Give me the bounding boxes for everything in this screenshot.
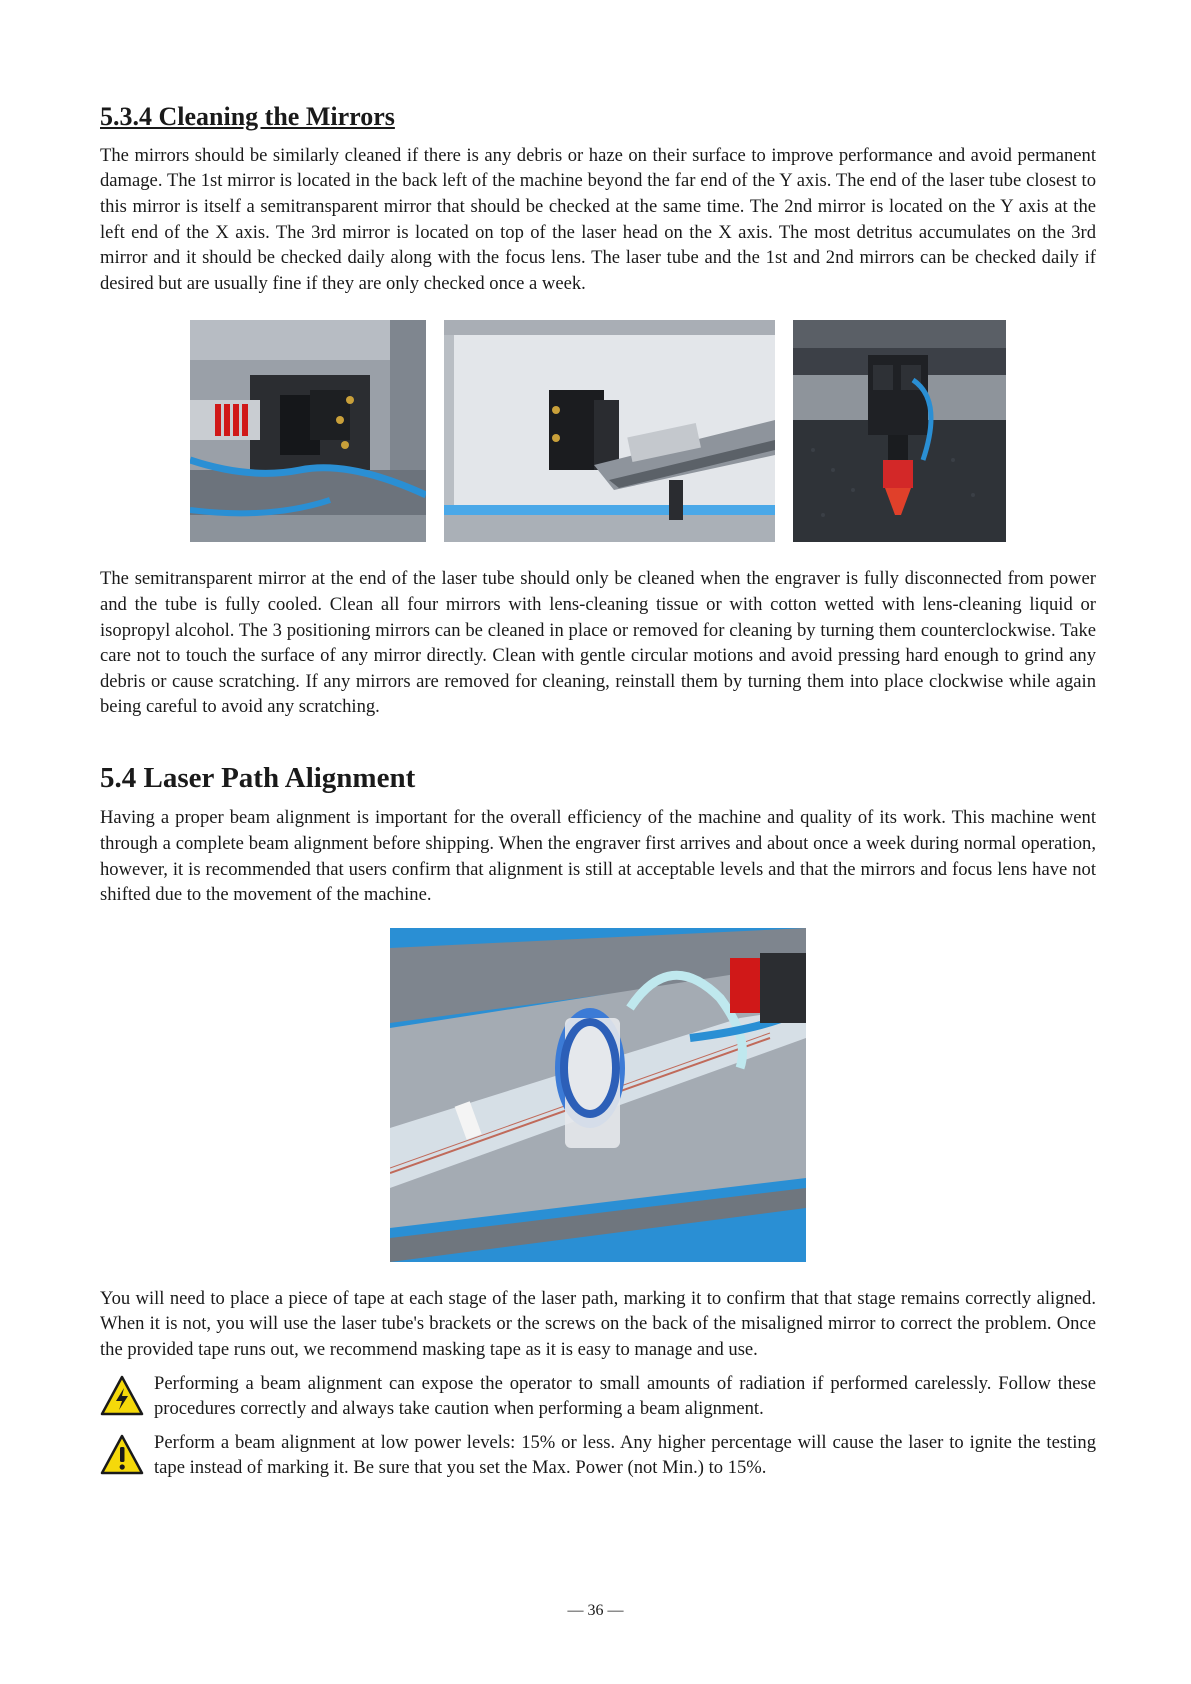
section-heading-cleaning-mirrors: 5.3.4 Cleaning the Mirrors [100,102,395,131]
section-heading-laser-path-alignment: 5.4 Laser Path Alignment [100,762,416,795]
electric-hazard-warning-icon [100,1374,144,1418]
page-number: — 36 — [567,1602,624,1619]
photo-laser-tube-bracket [390,928,806,1262]
photo-third-mirror-laser-head [793,320,1006,542]
paragraph-tape-instructions: You will need to place a piece of tape at each stage of the laser path, marking it to confirm that that stage remains correctly aligned. When it is not, you will use the laser tube's brackets or the screws on the back of the misaligned mirror to correct the problem. Once the provided tape runs out, we recommend masking tape as it is easy to manage and use. [100,1287,1096,1360]
caution-warning-icon [100,1433,144,1477]
paragraph-cleaning-procedure: The semitransparent mirror at the end of the laser tube should only be cleaned when the engraver is fully disconnected from power and the tube is fully cooled. Clean all four mirrors with lens-cleaning tissue or with cotton wetted with lens-cleaning liquid or isopropyl alcohol. The 3 positioning mirrors can be cleaned in place or removed for cleaning by turning them counterclockwise. Take care not to touch the surface of any mirror directly. Clean with gentle circular motions and avoid pressing hard enough to grind any debris or cause scratching. If any mirrors are removed for cleaning, reinstall them by turning them into place clockwise while again being careful to avoid any scratching. [100,568,1096,718]
mirror-photo-row [100,320,1096,542]
photo-second-mirror [444,320,775,542]
warning-radiation [100,1371,1096,1422]
paragraph-alignment-importance: Having a proper beam alignment is important for the overall efficiency of the machine and quality of its work. This machine went through a complete beam alignment before shipping. When the engraver first arrives and about once a week during normal operation, however, it is recommended that users confirm that alignment is still at acceptable levels and that the mirrors and focus lens have not shifted due to the movement of the machine. [100,807,1096,906]
photo-first-mirror [190,320,426,542]
paragraph-mirror-locations: The mirrors should be similarly cleaned if there is any debris or haze on their surface to improve performance and avoid permanent damage. The 1st mirror is located in the back left of the machine beyond the far end of the Y axis. The end of the laser tube closest to this mirror is itself a semitransparent mirror that should be checked at the same time. The 2nd mirror is located on the Y axis at the left end of the X axis. The 3rd mirror is located on top of the laser head on the X axis. The most detritus accumulates on the 3rd mirror and it should be checked daily along with the focus lens. The laser tube and the 1st and 2nd mirrors can be checked daily if desired but are usually fine if they are only checked once a week. [100,144,1096,294]
warning-radiation-text: Performing a beam alignment can expose the operator to small amounts of radiation if performed carelessly. Follow these procedures correctly and always take caution when performing a beam alignment. [154,1372,1096,1420]
warning-power-level [100,1430,1096,1481]
warning-power-level-text: Perform a beam alignment at low power levels: 15% or less. Any higher percentage will cause the laser to ignite the testing tape instead of marking it. Be sure that you set the Max. Power (not Min.) to 15%. [154,1431,1096,1479]
page-content [100,102,1096,1481]
